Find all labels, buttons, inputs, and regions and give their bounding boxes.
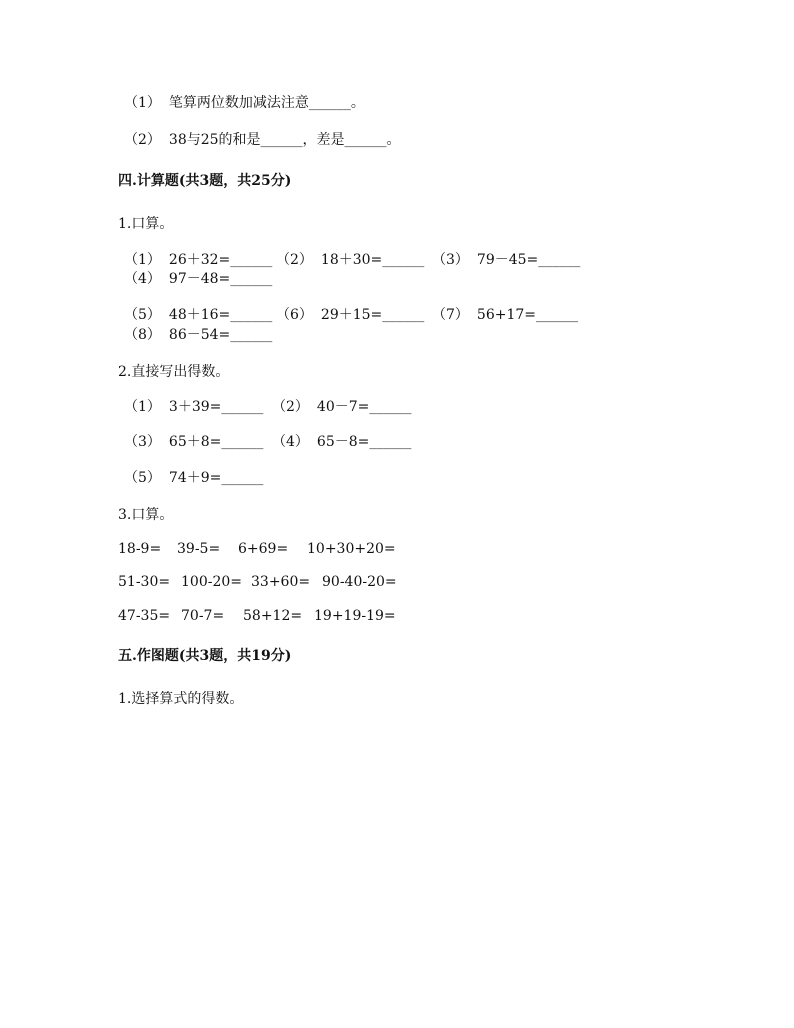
item-text: 65－8=______ [316,434,412,450]
item-text: 笔算两位数加减法注意______。 [168,95,365,111]
item-number: （5） [124,307,161,323]
oral-calc-item: 33+60= [251,574,311,590]
calc-item [432,306,578,324]
item-number: （1） [124,95,161,111]
fill-item-2 [124,131,401,149]
calc-item [124,270,272,288]
item-number: （4） [124,271,161,287]
item-text: 29＋15=______ [320,307,425,323]
oral-calc-item: 47-35= [118,608,171,624]
item-text: 56+17=______ [476,307,579,323]
oral-calc-item: 51-30= [118,574,171,590]
oral-calc-item: 19+19-19= [314,608,396,624]
oral-calc-item: 10+30+20= [307,541,396,557]
oral-calc-item: 39-5= [177,541,221,557]
fill-item-1 [124,94,365,112]
item-number: （8） [124,327,161,343]
calc-item [432,251,580,269]
calc-item [124,469,263,487]
question-title: 1.选择算式的得数。 [118,691,244,707]
calc-item [276,306,424,324]
item-text: 26＋32=______ [168,252,273,268]
item-number: （6） [276,307,313,323]
section-heading-drawing: 五.作图题(共3题，共19分) [118,648,292,664]
calc-item [124,433,263,451]
question-title: 3.口算。 [118,507,174,523]
calc-item [272,398,411,416]
item-number: （2） [272,399,309,415]
question-title: 1.口算。 [118,216,174,232]
oral-calc-item: 70-7= [181,608,225,624]
item-text: 97－48=______ [168,271,273,287]
calc-item [272,433,411,451]
question-title: 2.直接写出得数。 [118,364,230,380]
item-text: 65＋8=______ [168,434,264,450]
item-number: （4） [272,434,309,450]
calc-item [124,326,272,344]
section-heading-calculation: 四.计算题(共3题，共25分) [118,173,292,189]
item-text: 86－54=______ [168,327,273,343]
item-number: （7） [432,307,469,323]
oral-calc-item: 58+12= [243,608,303,624]
item-text: 40－7=______ [316,399,412,415]
item-number: （1） [124,399,161,415]
item-number: （2） [124,132,161,148]
oral-calc-item: 90-40-20= [322,574,397,590]
item-text: 18＋30=______ [320,252,425,268]
calc-item [124,251,272,269]
calc-item [124,306,272,324]
item-number: （1） [124,252,161,268]
item-number: （2） [276,252,313,268]
calc-item [124,398,263,416]
item-text: 38与25的和是______，差是______。 [168,132,401,148]
calc-item [276,251,424,269]
item-number: （5） [124,470,161,486]
item-text: 74＋9=______ [168,470,264,486]
item-number: （3） [124,434,161,450]
item-text: 48＋16=______ [168,307,273,323]
item-number: （3） [432,252,469,268]
item-text: 3＋39=______ [168,399,264,415]
oral-calc-item: 6+69= [238,541,289,557]
oral-calc-item: 100-20= [181,574,242,590]
item-text: 79－45=______ [476,252,581,268]
oral-calc-item: 18-9= [118,541,162,557]
